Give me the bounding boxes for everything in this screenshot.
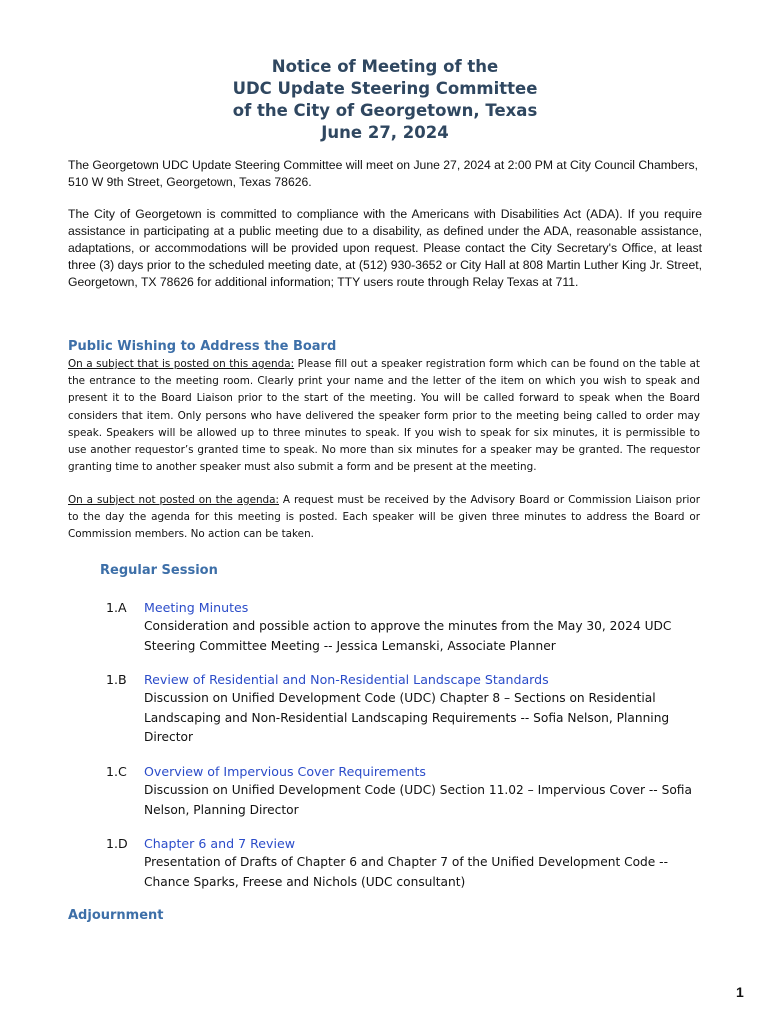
agenda-item-number: 1.C bbox=[106, 764, 127, 779]
title-line-1: Notice of Meeting of the bbox=[271, 57, 499, 76]
not-posted-subject-text: A request must be received by the Advisory Board or Commission Liaison prior to the day the agenda for this meeting is posted. Each speaker will be given three minutes to address the Board or Commission members. No action can be taken. bbox=[68, 494, 700, 541]
agenda-item-title: Meeting Minutes bbox=[144, 600, 249, 615]
agenda-item-description: Discussion on Unified Development Code (UDC) Chapter 8 – Sections on Residential Landscaping and Non-Residential Landscaping Requirements -- Sofia Nelson, Planning Director bbox=[144, 691, 670, 744]
public-wishing-heading: Public Wishing to Address the Board bbox=[68, 339, 337, 354]
posted-subject-text: Please fill out a speaker registration form which can be found on the table at the entrance to the meeting room. Clearly print your name and the letter of the item on which you wish to speak and present it to the Board Liaison prior to the start of the meeting. You will be called forward to speak when the Board considers that item. Only persons who have delivered the speaker form prior to the meeting being called to order may speak. Speakers will be allowed up to three minutes to speak. If you wish to speak for six minutes, it is permissible to use another requestor’s granted time to speak. No more than six minutes for a speaker may be granted. The requestor granting time to another speaker must also submit a form and be present at the meeting. bbox=[68, 358, 700, 474]
regular-session-heading: Regular Session bbox=[100, 563, 218, 578]
title-line-2: UDC Update Steering Committee bbox=[232, 79, 538, 98]
agenda-item-description: Consideration and possible action to approve the minutes from the May 30, 2024 UDC Steering Committee Meeting -- Jessica Lemanski, Associate Planner bbox=[144, 619, 672, 653]
agenda-item-title: Chapter 6 and 7 Review bbox=[144, 836, 296, 851]
not-posted-subject-label: On a subject not posted on the agenda: bbox=[68, 494, 280, 506]
agenda-item-number: 1.A bbox=[106, 600, 127, 615]
agenda-item-description: Discussion on Unified Development Code (UDC) Section 11.02 – Impervious Cover -- Sofia Nelson, Planning Director bbox=[144, 783, 692, 817]
title-line-3: of the City of Georgetown, Texas bbox=[232, 101, 538, 120]
posted-subject-label: On a subject that is posted on this agenda: bbox=[68, 358, 295, 370]
agenda-item-number: 1.D bbox=[106, 836, 128, 851]
notice-title bbox=[0, 56, 770, 144]
agenda-item-title: Review of Residential and Non-Residential Landscape Standards bbox=[144, 672, 549, 687]
not-posted-subject-paragraph bbox=[68, 492, 700, 544]
agenda-item-description: Presentation of Drafts of Chapter 6 and Chapter 7 of the Unified Development Code -- Chance Sparks, Freese and Nichols (UDC consultant) bbox=[144, 855, 668, 889]
agenda-item-title: Overview of Impervious Cover Requirements bbox=[144, 764, 426, 779]
title-line-4-date: June 27, 2024 bbox=[321, 123, 449, 142]
page-number: 1 bbox=[736, 984, 744, 1000]
agenda-item-number: 1.B bbox=[106, 672, 127, 687]
posted-subject-paragraph bbox=[68, 356, 700, 476]
ada-compliance-paragraph: The City of Georgetown is committed to compliance with the Americans with Disabilities Act (ADA). If you require assistance in participating at a public meeting due to a disability, as defined under the ADA, reasonable assistance, adaptations, or accommodations will be provided upon request. Please contact the City Secretary's Office, at least three (3) days prior to the scheduled meeting date, at (512) 930-3652 or City Hall at 808 Martin Luther King Jr. Street, Georgetown, TX 78626 for additional information; TTY users route through Relay Texas at 711. bbox=[68, 207, 702, 289]
adjournment-heading: Adjournment bbox=[68, 908, 164, 923]
meeting-location-paragraph: The Georgetown UDC Update Steering Committee will meet on June 27, 2024 at 2:00 PM at City Council Chambers, 510 W 9th Street, Georgetown, Texas 78626. bbox=[68, 158, 698, 189]
